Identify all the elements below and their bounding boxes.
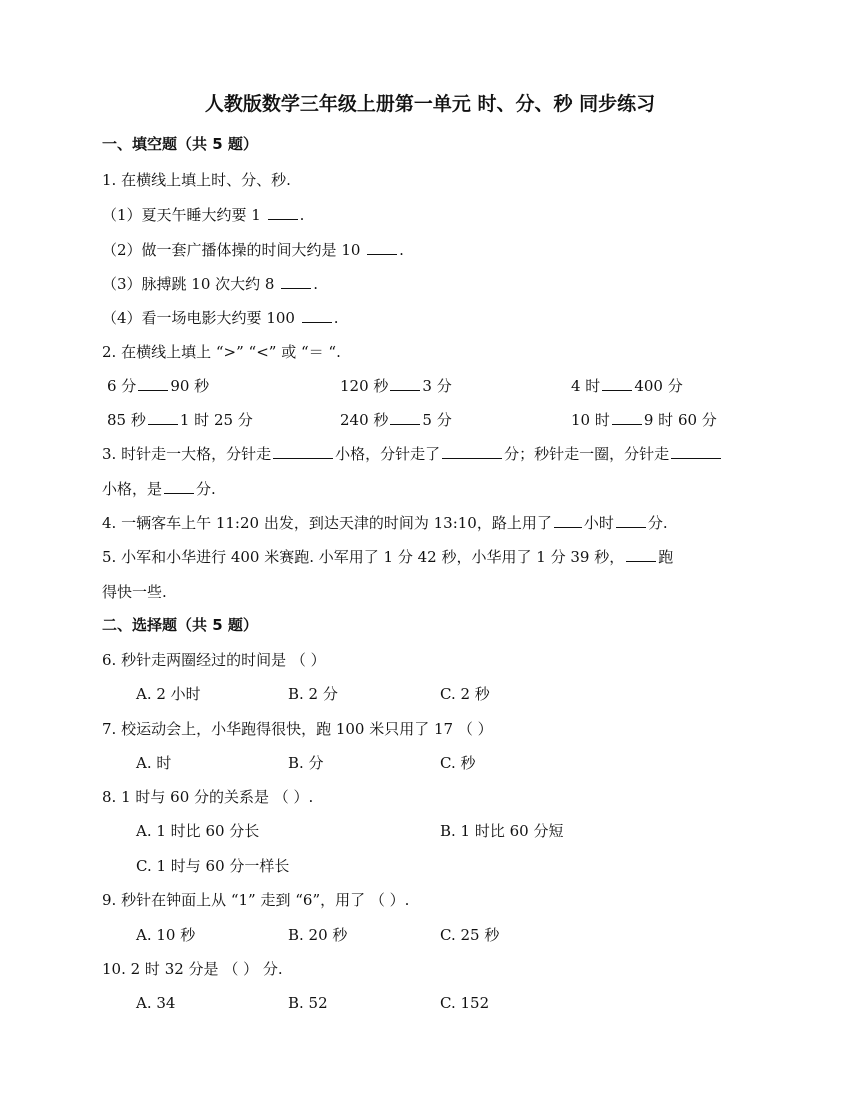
question-4: 4. 一辆客车上午 11:20 出发，到达天津的时间为 13:10，路上用了 小时 分. (102, 514, 668, 532)
question-1-part-3: （3）脉搏跳 10 次大约 8 . (102, 275, 319, 293)
answer-blank[interactable] (442, 444, 502, 459)
question-1-part-1: （1）夏天午睡大约要 1 . (102, 206, 305, 224)
compare-item: 240 秒 5 分 (340, 411, 452, 429)
question-5-line-2: 得快一些. (102, 583, 167, 601)
answer-blank[interactable] (164, 479, 194, 494)
answer-blank[interactable] (612, 410, 642, 425)
answer-blank[interactable] (148, 410, 178, 425)
option-b[interactable]: B. 20 秒 (288, 926, 348, 944)
option-a[interactable]: A. 34 (136, 994, 176, 1012)
compare-item: 4 时 400 分 (571, 377, 683, 395)
compare-item: 120 秒 3 分 (340, 377, 452, 395)
answer-blank[interactable] (671, 444, 721, 459)
option-c[interactable]: C. 秒 (440, 754, 476, 772)
answer-blank[interactable] (367, 240, 397, 255)
question-5-line-1: 5. 小军和小华进行 400 米赛跑. 小军用了 1 分 42 秒，小华用了 1 分 39 秒， 跑 (102, 548, 674, 566)
answer-blank[interactable] (616, 513, 646, 528)
answer-blank[interactable] (268, 205, 298, 220)
question-1-stem: 1. 在横线上填上时、分、秒. (102, 171, 291, 189)
question-1-part-2: （2）做一套广播体操的时间大约是 10 . (102, 241, 404, 259)
option-b[interactable]: B. 1 时比 60 分短 (440, 822, 564, 840)
answer-blank[interactable] (273, 444, 333, 459)
option-b[interactable]: B. 2 分 (288, 685, 338, 703)
section-choice-heading: 二、选择题（共 5 题） (102, 616, 258, 634)
section-fill-heading: 一、填空题（共 5 题） (102, 135, 258, 153)
option-a[interactable]: A. 2 小时 (136, 685, 201, 703)
answer-blank[interactable] (602, 376, 632, 391)
compare-item: 6 分 90 秒 (107, 377, 210, 395)
question-2-stem: 2. 在横线上填上 “>” “<” 或 “＝ “. (102, 343, 341, 361)
answer-blank[interactable] (390, 376, 420, 391)
question-3-line-2: 小格，是 分. (102, 480, 216, 498)
answer-blank[interactable] (138, 376, 168, 391)
option-c[interactable]: C. 25 秒 (440, 926, 500, 944)
compare-item: 10 时 9 时 60 分 (571, 411, 717, 429)
option-a[interactable]: A. 10 秒 (136, 926, 196, 944)
question-6-stem: 6. 秒针走两圈经过的时间是 （ ） (102, 651, 326, 669)
answer-blank[interactable] (390, 410, 420, 425)
option-b[interactable]: B. 52 (288, 994, 328, 1012)
option-a[interactable]: A. 时 (136, 754, 172, 772)
answer-blank[interactable] (626, 547, 656, 562)
option-a[interactable]: A. 1 时比 60 分长 (136, 822, 260, 840)
option-c[interactable]: C. 2 秒 (440, 685, 490, 703)
answer-blank[interactable] (302, 308, 332, 323)
option-c[interactable]: C. 1 时与 60 分一样长 (136, 857, 290, 875)
option-b[interactable]: B. 分 (288, 754, 324, 772)
answer-blank[interactable] (554, 513, 582, 528)
question-7-stem: 7. 校运动会上，小华跑得很快，跑 100 米只用了 17 （ ） (102, 720, 493, 738)
question-9-stem: 9. 秒针在钟面上从 “1” 走到 “6”，用了 （ ）. (102, 891, 410, 909)
page-title: 人教版数学三年级上册第一单元 时、分、秒 同步练习 (204, 93, 656, 115)
question-1-part-4: （4）看一场电影大约要 100 . (102, 309, 339, 327)
question-8-stem: 8. 1 时与 60 分的关系是 （ ）. (102, 788, 314, 806)
question-3-line-1: 3. 时针走一大格，分针走 小格，分针走了 分；秒针走一圈，分针走 (102, 444, 723, 464)
question-10-stem: 10. 2 时 32 分是 （ ） 分. (102, 960, 283, 978)
compare-item: 85 秒 1 时 25 分 (107, 411, 253, 429)
option-c[interactable]: C. 152 (440, 994, 490, 1012)
answer-blank[interactable] (281, 274, 311, 289)
